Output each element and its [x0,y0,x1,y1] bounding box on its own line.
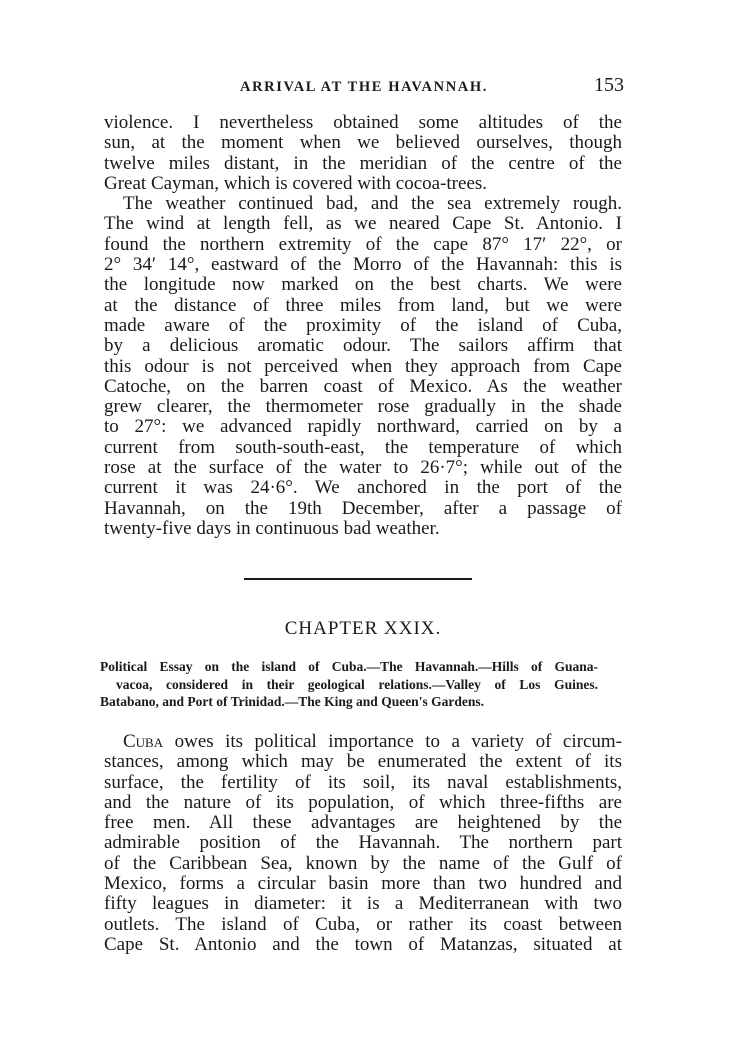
text-line: Mexico, forms a circular basin more than two hundred and [104,873,622,895]
text-line: The weather continued bad, and the sea extremely rough. [123,193,622,215]
text-line: Great Cayman, which is covered with cocoa-trees. [104,172,488,194]
text-line: grew clearer, the thermometer rose gradually in the shade [104,396,622,418]
chapter-title: CHAPTER XXIX. [284,618,442,639]
paragraph-block-1 [104,113,622,539]
text-line [104,732,622,752]
text-line: fifty leagues in diameter: it is a Mediterranean with two [104,893,622,915]
text-line: current it was 24·6°. We anchored in the port of the [104,477,622,499]
synopsis-line: Batabano, and Port of Trinidad.—The King and Queen's Gardens. [100,694,484,709]
text-line: violence. I nevertheless obtained some altitudes of the [104,112,622,133]
text-line: rose at the surface of the water to 26·7°; while out of the [104,457,622,479]
chapter-synopsis [100,658,598,711]
section-divider [244,578,472,580]
page-number: 153 [594,74,624,96]
text-line: at the distance of three miles from land, but we were [104,294,622,316]
text-line: twenty-five days in continuous bad weather. [104,517,440,539]
text-line: surface, the fertility of its soil, its naval establishments, [104,771,622,793]
text-line: admirable position of the Havannah. The northern part [104,832,622,854]
text-line: Catoche, on the barren coast of Mexico. As the weather [104,375,622,397]
text-line: sun, at the moment when we believed ourselves, though [104,132,622,154]
text-line: outlets. The island of Cuba, or rather its coast between [104,913,622,935]
text-line: by a delicious aromatic odour. The sailors affirm that [104,335,622,357]
text-line: found the northern extremity of the cape 87° 17′ 22°, or [104,233,622,255]
text-line: free men. All these advantages are heightened by the [104,812,622,834]
synopsis-line: Political Essay on the island of Cuba.—The Havannah.—Hills of Guana- [100,659,598,674]
text-line: Havannah, on the 19th December, after a passage of [104,497,622,519]
synopsis-line: vacoa, considered in their geological relations.—Valley of Los Guines. [116,676,598,692]
text-line: stances, among which may be enumerated the extent of its [104,751,622,773]
running-head [104,74,624,100]
text-line: of the Caribbean Sea, known by the name of the Gulf of [104,852,622,874]
opening-word: Cuba [123,731,164,752]
paragraph-block-2 [104,732,622,955]
text-line: 2° 34′ 14°, eastward of the Morro of the Havannah: this is [104,254,622,276]
text-line: The wind at length fell, as we neared Cape St. Antonio. I [104,213,622,235]
running-title: ARRIVAL AT THE HAVANNAH. [240,79,488,95]
text-line: and the nature of its population, of which three-fifths are [104,791,622,813]
text-line: the longitude now marked on the best charts. We were [104,274,622,296]
text-line: Cape St. Antonio and the town of Matanzas, situated at [104,933,622,955]
text-line: twelve miles distant, in the meridian of the centre of the [104,152,622,174]
text-line: made aware of the proximity of the island of Cuba, [104,314,622,336]
text-line: to 27°: we advanced rapidly northward, carried on by a [104,416,622,438]
text-line: current from south-south-east, the temperature of which [104,436,622,458]
text-line: this odour is not perceived when they approach from Cape [104,355,622,377]
opening-line-text: owes its political importance to a variety of circum- [163,731,622,752]
